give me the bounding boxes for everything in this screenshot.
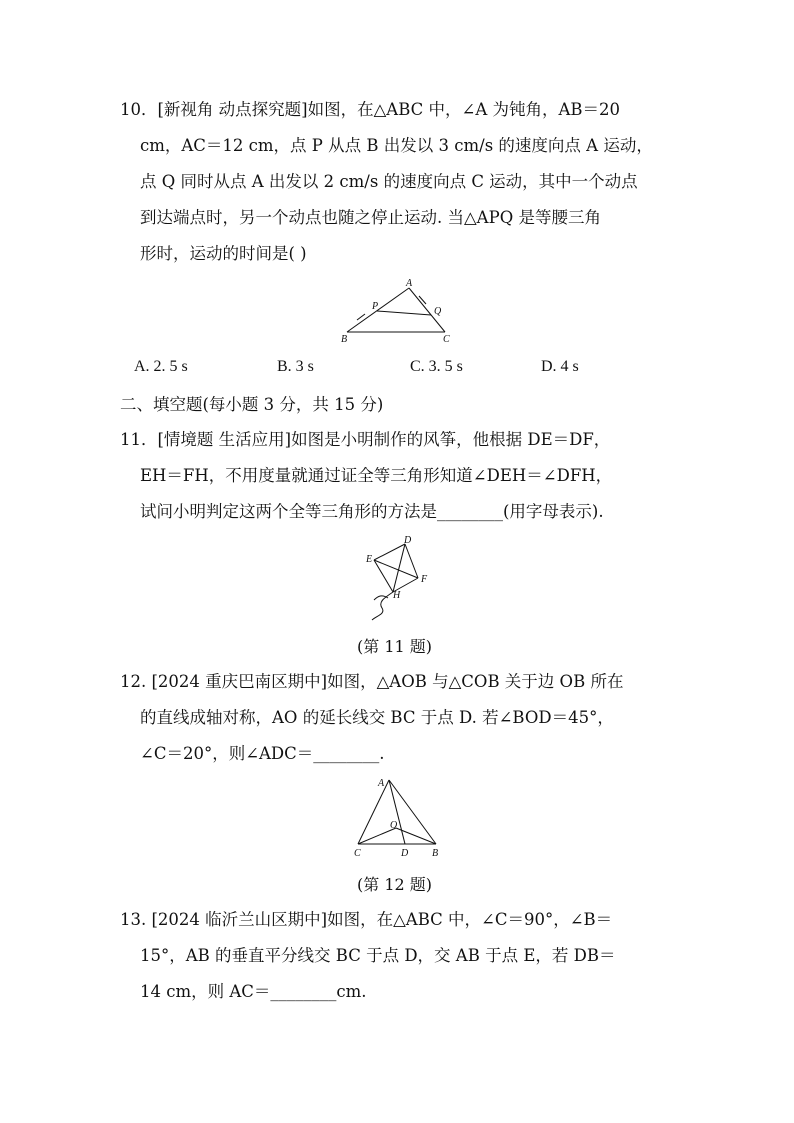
label-H: H — [393, 590, 401, 601]
q11-kite-figure — [360, 536, 440, 624]
label-A: A — [406, 278, 413, 289]
label-P: P — [372, 301, 379, 312]
q10-line-3: 点 Q 同时从点 A 出发以 2 cm/s 的速度向点 C 运动，其中一个动点 — [140, 172, 638, 191]
section-heading: 二、填空题(每小题 3 分，共 15 分) — [120, 395, 384, 414]
q12-line-1: 12. [2024 重庆巴南区期中]如图，△AOB 与△COB 关于边 OB 所在 — [120, 672, 624, 691]
label-D: D — [404, 536, 412, 546]
label-E: E — [366, 554, 373, 565]
q10-option-c[interactable]: C. 3. 5 s — [410, 358, 463, 375]
q11-line-1: 11．[情境题 生活应用]如图是小明制作的风筝，他根据 DE＝DF， — [120, 430, 611, 449]
q12-line-3: ∠C＝20°，则∠ADC＝________. — [140, 744, 385, 763]
label-A: A — [378, 778, 385, 789]
q10-option-d[interactable]: D. 4 s — [541, 358, 579, 375]
q13-line-2: 15°，AB 的垂直平分线交 BC 于点 D，交 AB 于点 E，若 DB＝ — [140, 946, 616, 965]
q12-triangle-figure — [348, 774, 448, 860]
q12-line-2: 的直线成轴对称，AO 的延长线交 BC 于点 D. 若∠BOD＝45°， — [140, 708, 614, 727]
label-C: C — [443, 334, 450, 345]
q13-line-1: 13. [2024 临沂兰山区期中]如图，在△ABC 中，∠C＝90°，∠B＝ — [120, 910, 613, 929]
label-B: B — [341, 334, 348, 345]
q11-caption: (第 11 题) — [357, 637, 433, 656]
label-D: D — [401, 848, 409, 859]
label-O: O — [390, 820, 398, 831]
q10-option-a[interactable]: A. 2. 5 s — [134, 358, 188, 375]
q10-line-2: cm，AC＝12 cm，点 P 从点 B 出发以 3 cm/s 的速度向点 A 运动， — [140, 136, 653, 155]
q11-line-3: 试问小明判定这两个全等三角形的方法是________(用字母表示). — [140, 502, 604, 521]
q10-line-1: 10．[新视角 动点探究题]如图，在△ABC 中，∠A 为钝角，AB＝20 — [120, 100, 621, 119]
q10-triangle-figure — [335, 274, 460, 346]
label-C: C — [354, 848, 361, 859]
label-F: F — [421, 574, 428, 585]
q10-line-5: 形时，运动的时间是( ) — [140, 244, 307, 263]
q13-line-3: 14 cm，则 AC＝________cm. — [140, 982, 367, 1001]
label-Q: Q — [434, 306, 442, 317]
label-B: B — [432, 848, 439, 859]
q11-line-2: EH＝FH，不用度量就通过证全等三角形知道∠DEH＝∠DFH， — [140, 466, 613, 485]
q10-option-b[interactable]: B. 3 s — [277, 358, 314, 375]
q12-caption: (第 12 题) — [357, 875, 433, 894]
q10-line-4: 到达端点时，另一个动点也随之停止运动. 当△APQ 是等腰三角 — [140, 208, 601, 227]
